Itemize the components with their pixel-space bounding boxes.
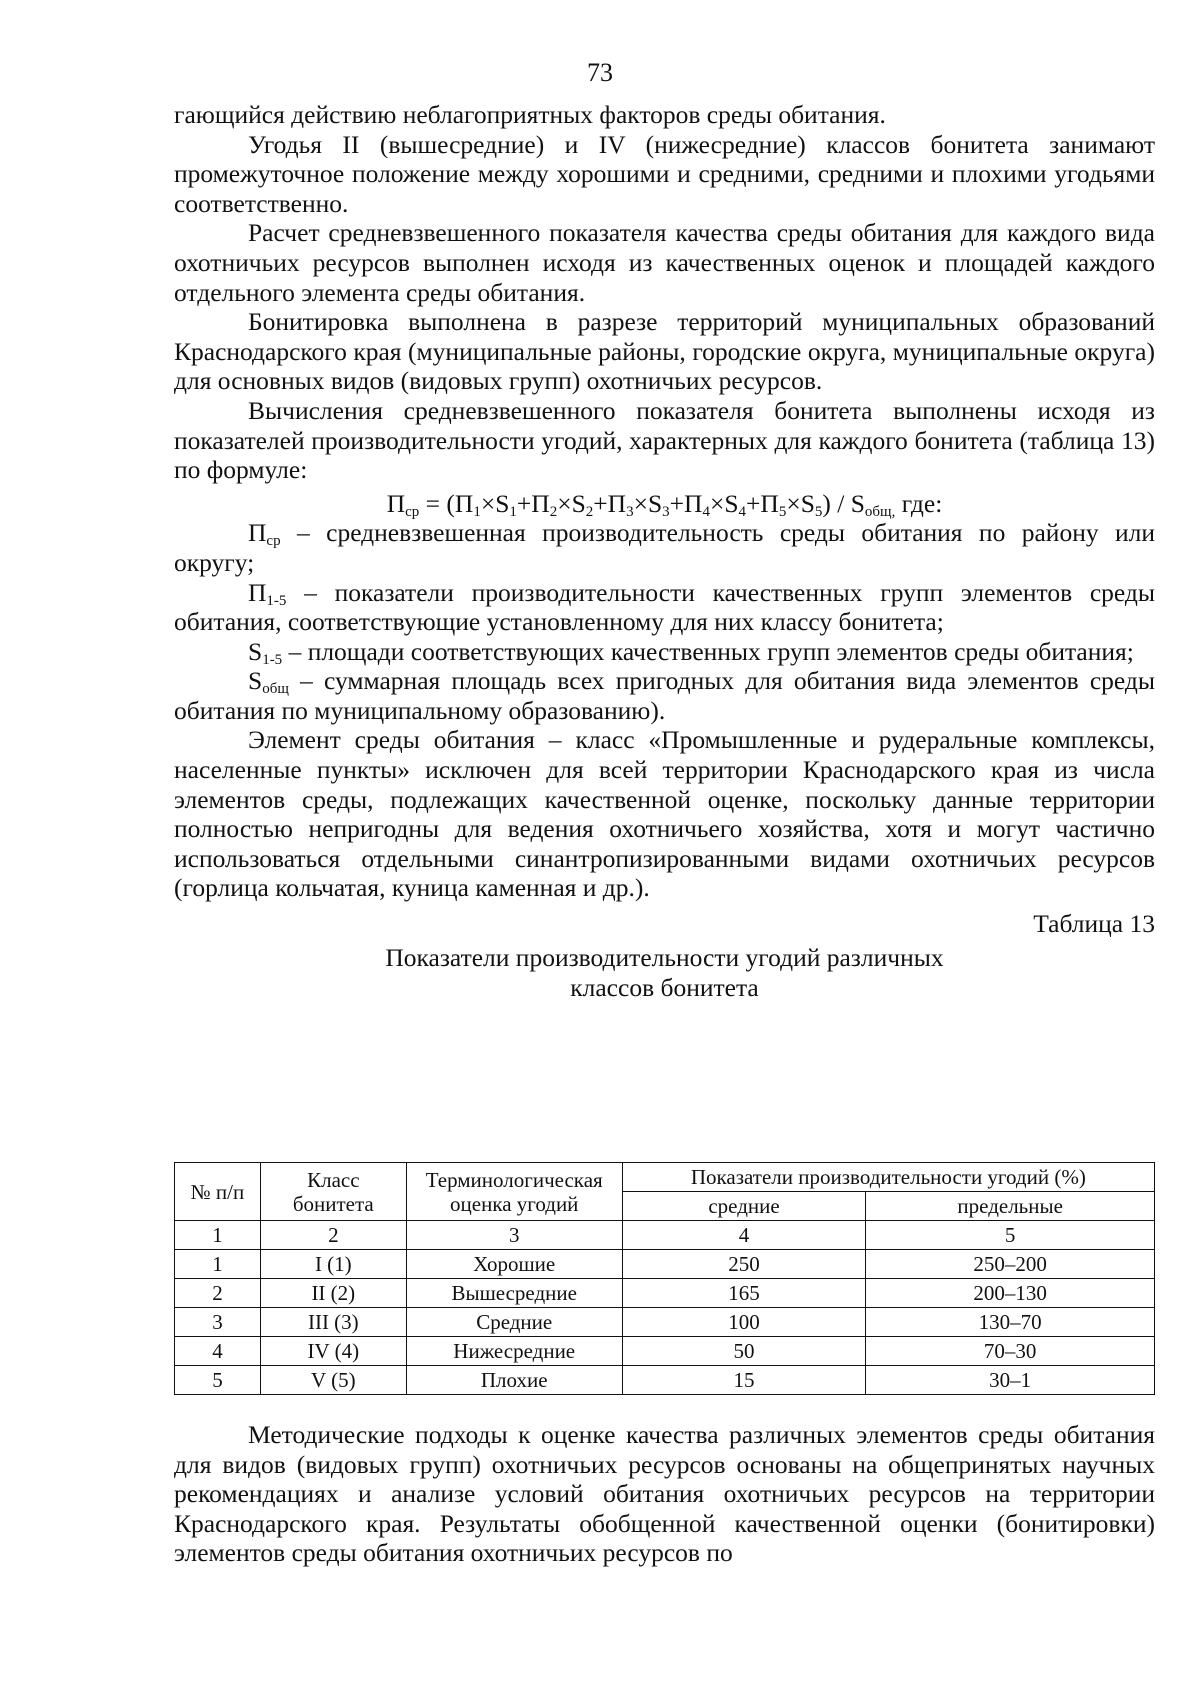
header-limit: предельные (866, 1192, 1155, 1221)
paragraph: Методические подходы к оценке качества различных элементов среды обитания для видов (видовых групп) охотничьих ресурсов основаны на общепринятых научных рекомендациях и анализе условий обитания охотничьих ресурсов на территории Краснодарского края. Результаты обобщенной качественной оценки (бонитировки) элементов среды обитания охотничьих ресурсов по (174, 1420, 1155, 1568)
paragraph-continuation: гающийся действию неблагоприятных факторов среды обитания. (174, 100, 886, 129)
paragraph: Угодья II (вышесредние) и IV (нижесредние) классов бонитета занимают промежуточное положение между хорошими и средними, средними и плохими угодьями соответственно. (174, 129, 1155, 218)
table-row: 5 V (5) Плохие 15 30–1 (175, 1366, 1155, 1395)
definition-p-1-5: $П_{1-5}$ – показатели производительности качественных групп элементов среды обитания, соответствующие установленному для них классу бонитета; (174, 577, 1155, 637)
bonitet-table (174, 1162, 1155, 1395)
final-paragraph-block (174, 1420, 1155, 1568)
definition-s-1-5: $S_{1-5}$ – площади соответствующих качественных групп элементов среды обитания; (248, 636, 1134, 668)
table-row: 3 III (3) Средние 100 130–70 (175, 1308, 1155, 1337)
header-term: Терминологическая оценка угодий (406, 1163, 622, 1221)
header-class: Класс бонитета (260, 1163, 406, 1221)
definition-p-avg: $П_{ср}$ – средневзвешенная производительность среды обитания по району или округу; (174, 518, 1155, 577)
header-num: № п/п (175, 1163, 261, 1221)
definition-s-total: $S_{общ}$ – суммарная площадь всех пригодных для обитания вида элементов среды обитания по муниципальному образованию). (174, 666, 1155, 725)
table-row: 4 IV (4) Нижесредние 50 70–30 (175, 1337, 1155, 1366)
table-row: 2 II (2) Вышесредние 165 200–130 (175, 1279, 1155, 1308)
table-row: 1 I (1) Хорошие 250 250–200 (175, 1250, 1155, 1279)
table-title: Показатели производительности угодий различных классов бонитета (385, 942, 944, 1002)
paragraph: Расчет средневзвешенного показателя качества среды обитания для каждого вида охотничьих ресурсов выполнен исходя из качественных оценок и площадей каждого отдельного элемента среды обитания. (174, 218, 1155, 307)
paragraph: Вычисления средневзвешенного показателя бонитета выполнены исходя из показателей производительности угодий, характерных для каждого бонитета (таблица 13) по формуле: (174, 395, 1155, 485)
paragraph: Бонитировка выполнена в разрезе территорий муниципальных образований Краснодарского края (муниципальные районы, городские округа, муниципальные округа) для основных видов (видовых групп) охотничьих ресурсов. (174, 307, 1155, 396)
paragraph: Элемент среды обитания – класс «Промышленные и рудеральные комплексы, населенные пункты» исключен для всей территории Краснодарского края из числа элементов среды, подлежащих качественной оценке, поскольку данные территории полностью непригодны для ведения охотничьего хозяйства, хотя и могут частично использоваться отдельными синантропизированными видами охотничьих ресурсов (горлица кольчатая, куница каменная и др.). (174, 725, 1155, 903)
page-number: 73 (587, 58, 613, 87)
table-number-label: Таблица 13 (1033, 909, 1155, 939)
body-text (174, 100, 1155, 1003)
table-col-number-row: 1 2 3 4 5 (175, 1221, 1155, 1250)
formula: $П_{ср} = (П_1\times S_1+П_2\times S_2+П_3\times S_3+П_4\times S_4+П_5\times S_5) / S_{общ,}$ где: (386, 488, 943, 520)
table-header-row (175, 1163, 1155, 1192)
header-indicators: Показатели производительности угодий (%) (622, 1163, 1154, 1192)
header-avg: средние (622, 1192, 866, 1221)
